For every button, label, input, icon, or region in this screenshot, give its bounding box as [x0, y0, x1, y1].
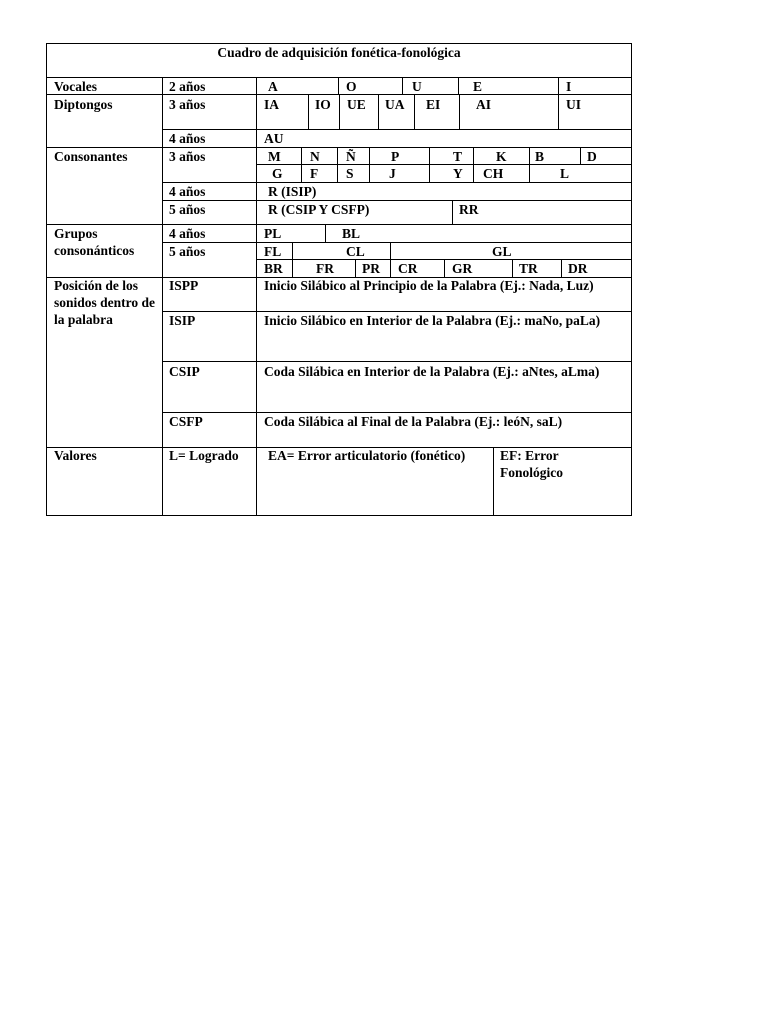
phoneme-cell: BR: [264, 261, 283, 276]
age-label: 5 años: [169, 244, 206, 259]
divider: [529, 147, 530, 164]
phoneme-cell: GR: [452, 261, 473, 276]
phoneme-cell: M: [268, 149, 281, 164]
divider: [162, 200, 632, 201]
position-description: Inicio Silábico en Interior de la Palabra (Ej.: maNo, paLa): [264, 313, 601, 328]
phoneme-cell: PL: [264, 226, 282, 241]
age-label: 4 años: [169, 184, 206, 199]
position-code: CSFP: [169, 414, 203, 429]
age-label: 4 años: [169, 226, 206, 241]
divider: [390, 242, 391, 259]
divider: [558, 77, 559, 94]
table-border-left: [46, 43, 47, 516]
phoneme-cell: P: [391, 149, 400, 164]
divider: [46, 77, 632, 78]
age-label: 3 años: [169, 97, 206, 112]
divider: [162, 242, 632, 243]
phoneme-cell: L: [560, 166, 570, 181]
divider: [162, 361, 632, 362]
divider: [558, 94, 559, 129]
phoneme-cell: R (ISIP): [268, 184, 317, 199]
phoneme-cell: UE: [347, 97, 366, 112]
divider: [580, 147, 581, 164]
divider: [337, 164, 338, 182]
divider: [355, 259, 356, 277]
phoneme-cell: RR: [459, 202, 479, 217]
divider: [458, 77, 459, 94]
divider: [473, 164, 474, 182]
phoneme-cell: D: [587, 149, 597, 164]
divider: [402, 77, 403, 94]
divider: [561, 259, 562, 277]
phoneme-cell: K: [496, 149, 507, 164]
position-description: Coda Silábica en Interior de la Palabra (Ej.: aNtes, aLma): [264, 364, 600, 379]
phoneme-cell: PR: [362, 261, 380, 276]
divider: [493, 447, 494, 515]
divider: [369, 147, 370, 164]
phoneme-cell: O: [346, 79, 357, 94]
phoneme-cell: S: [346, 166, 354, 181]
phoneme-cell: EI: [426, 97, 441, 112]
phoneme-cell: B: [535, 149, 545, 164]
phoneme-cell: BL: [342, 226, 361, 241]
age-label: 5 años: [169, 202, 206, 217]
divider: [256, 77, 257, 516]
divider: [337, 147, 338, 164]
divider: [429, 147, 430, 164]
phoneme-cell: FR: [316, 261, 334, 276]
divider: [162, 77, 163, 516]
category-diptongos: Diptongos: [54, 97, 113, 112]
phoneme-cell: UI: [566, 97, 582, 112]
phoneme-cell: R (CSIP Y CSFP): [268, 202, 370, 217]
divider: [308, 94, 309, 129]
age-label: 2 años: [169, 79, 206, 94]
category-valores: Valores: [54, 448, 97, 463]
phoneme-cell: A: [268, 79, 278, 94]
phoneme-cell: GL: [492, 244, 512, 259]
divider: [414, 94, 415, 129]
phoneme-cell: FL: [264, 244, 282, 259]
value-logrado: L= Logrado: [169, 448, 239, 463]
divider: [473, 147, 474, 164]
phoneme-cell: TR: [519, 261, 538, 276]
divider: [429, 164, 430, 182]
divider: [162, 129, 632, 130]
phonology-table: [46, 43, 632, 516]
phoneme-cell: T: [453, 149, 463, 164]
phoneme-cell: Ñ: [346, 149, 356, 164]
table-title: Cuadro de adquisición fonética-fonológica: [217, 45, 461, 60]
divider: [512, 259, 513, 277]
divider: [46, 147, 632, 148]
divider: [338, 77, 339, 94]
divider: [292, 259, 293, 277]
divider: [369, 164, 370, 182]
divider: [459, 94, 460, 129]
position-code: CSIP: [169, 364, 200, 379]
phoneme-cell: N: [310, 149, 320, 164]
divider: [444, 259, 445, 277]
divider: [292, 242, 293, 259]
value-error-articulatorio: EA= Error articulatorio (fonético): [268, 448, 466, 463]
phoneme-cell: Y: [453, 166, 463, 181]
phoneme-cell: IA: [264, 97, 280, 112]
divider: [325, 224, 326, 242]
position-code: ISPP: [169, 278, 199, 293]
phoneme-cell: DR: [568, 261, 588, 276]
phoneme-cell: F: [310, 166, 319, 181]
phoneme-cell: CL: [346, 244, 365, 259]
phoneme-cell: AI: [476, 97, 492, 112]
position-code: ISIP: [169, 313, 196, 328]
divider: [390, 259, 391, 277]
age-label: 4 años: [169, 131, 206, 146]
phoneme-cell: UA: [385, 97, 405, 112]
phoneme-cell: IO: [315, 97, 331, 112]
divider: [452, 200, 453, 224]
phoneme-cell: I: [566, 79, 572, 94]
divider: [378, 94, 379, 129]
category-grupos: Grupos consonánticos: [54, 226, 135, 258]
category-consonantes: Consonantes: [54, 149, 128, 164]
divider: [162, 182, 632, 183]
table-border-bottom: [46, 515, 632, 516]
divider: [339, 94, 340, 129]
phoneme-cell: CH: [483, 166, 504, 181]
position-description: Inicio Silábico al Principio de la Palabra (Ej.: Nada, Luz): [264, 278, 594, 293]
position-description: Coda Silábica al Final de la Palabra (Ej.: leóN, saL): [264, 414, 563, 429]
divider: [301, 147, 302, 164]
phoneme-cell: J: [389, 166, 396, 181]
category-posicion: Posición de los sonidos dentro de la palabra: [54, 278, 156, 327]
phoneme-cell: AU: [264, 131, 284, 146]
phoneme-cell: CR: [398, 261, 418, 276]
divider: [529, 164, 530, 182]
phoneme-cell: U: [412, 79, 422, 94]
phoneme-cell: G: [272, 166, 283, 181]
divider: [301, 164, 302, 182]
table-border-right: [631, 43, 632, 516]
age-label: 3 años: [169, 149, 206, 164]
phoneme-cell: E: [473, 79, 483, 94]
value-error-fonologico: EF: Error Fonológico: [500, 448, 563, 480]
category-vocales: Vocales: [54, 79, 97, 94]
